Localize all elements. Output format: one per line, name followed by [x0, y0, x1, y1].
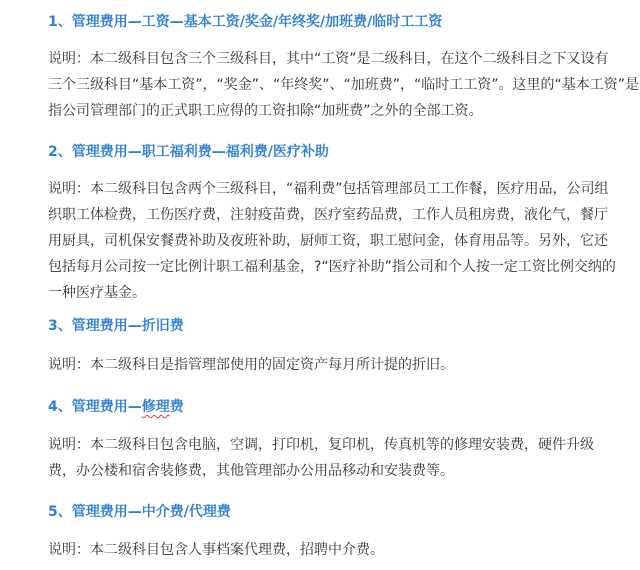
- section-2-line-1: 说明：本二级科目包含两个三级科目，“福利费”包括管理部员工工作餐，医疗用品，公司组: [48, 181, 609, 197]
- section-2-line-2: 织职工体检费，工伤医疗费，注射疫苗费，医疗室药品费，工作人员租房费，液化气，餐厅: [48, 207, 608, 223]
- section-4-heading: [48, 397, 184, 417]
- section-2-line-5: 一种医疗基金。: [48, 285, 146, 301]
- section-1-description: [48, 46, 640, 124]
- section-1-heading: 1、管理费用—工资—基本工资/奖金/年终奖/加班费/临时工工资: [48, 14, 443, 30]
- section-4-heading-suffix: 费: [169, 399, 184, 415]
- section-1-line-3: 指公司管理部门的正式职工应得的工资扣除“加班费”之外的全部工资。: [48, 103, 483, 119]
- spellcheck-underline: 修理: [141, 399, 170, 415]
- section-4-description: [48, 432, 608, 484]
- section-1-line-2: 三个三级科目“基本工资”，“奖金”、“年终奖”、“加班费”，“临时工工资”。这里的“基本工资”是: [48, 77, 640, 93]
- section-5-line-1: 说明：本二级科目包含人事档案代理费，招聘中介费。: [48, 542, 384, 558]
- section-1-line-1: 说明：本二级科目包含三个三级科目，其中“工资”是二级科目，在这个二级科目之下又设有: [48, 51, 609, 67]
- section-4-heading-prefix: 4、管理费用—: [48, 399, 142, 415]
- section-5-heading: 5、管理费用—中介费/代理费: [48, 504, 231, 520]
- section-4-line-2: 费，办公楼和宿舍装修费，其他管理部办公用品移动和安装费等。: [48, 463, 454, 479]
- section-3-line-1: 说明：本二级科目是指管理部使用的固定资产每月所计提的折旧。: [48, 357, 454, 373]
- section-2-heading: 2、管理费用—职工福利费—福利费/医疗补助: [48, 144, 329, 160]
- section-5-description: [48, 537, 608, 563]
- section-4-line-1: 说明：本二级科目包含电脑，空调，打印机，复印机，传真机等的修理安装费，硬件升级: [48, 437, 594, 453]
- section-2-description: [48, 176, 616, 306]
- section-2-line-3: 用厨具，司机保安餐费补助及夜班补助，厨师工资，职工慰问金，体育用品等。另外，它还: [48, 233, 608, 249]
- section-3-heading: 3、管理费用—折旧费: [48, 318, 184, 334]
- section-2-line-4: 包括每月公司按一定比例计职工福利基金，?“医疗补助”指公司和个人按一定工资比例交纳的: [48, 259, 616, 275]
- section-3-description: [48, 352, 608, 378]
